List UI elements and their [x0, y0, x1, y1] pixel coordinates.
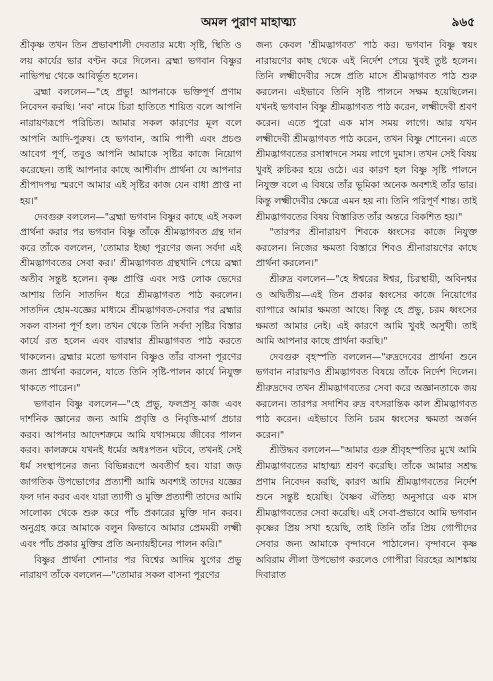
page-number: ৯৬৫	[451, 15, 475, 29]
right-column	[256, 38, 478, 668]
left-column	[20, 38, 242, 668]
paragraph: শ্রীকৃষ্ণ তখন তিন প্রভাবশালী দেবতার মধ্যে সৃষ্টি, স্থিতি ও লয় কার্যের ভার বণ্টন করে দিলেন। ব্রহ্মা ভগবান বিষ্ণুর নাভিপদ্ম থেকে আবির্ভূত হলেন।	[20, 40, 242, 83]
text-columns	[20, 38, 477, 668]
paragraph: বিষ্ণুর প্রার্থনা শোনার পর বিশ্বের আদিম যুগের প্রভু নারায়ণ তাঁকে বললেন—"তোমার সকল বাসনা পূরণের	[20, 554, 242, 582]
paragraph: শ্রীউদ্ধব বললেন—"আমার গুরু শ্রীবৃহস্পতির মুখে আমি শ্রীমদ্ভাগবতের মাহাত্ম্য শ্রবণ করেছি। তাঁকে আমার সশ্রদ্ধ প্রণাম নিবেদন করছি, কারণ আমি শ্রীমদ্ভাগবতের নির্দেশ শুনে সন্তুষ্ট হয়েছি। বৈষ্ণব ঐতিহ্য অনুসারে এক মাস শ্রীমদ্ভাগবতের সেবা করেছি। এই সেবা-প্রভাবে আমি ভগবান কৃষ্ণের প্রিয় সখা হয়েছি, তাই তিনি তাঁর প্রিয় গোপীদের সেবার জন্য আমাকে বৃন্দাবনে পাঠালেন। বৃন্দাবনে কৃষ্ণ অবিরাম লীলা উপভোগ করলেও গোপীরা বিরহের আশঙ্কায় দিবারাত	[255, 445, 477, 582]
page-header	[20, 12, 477, 38]
running-title: অমল পুরাণ মাহাত্ম্য	[201, 15, 296, 29]
paragraph: ভগবান বিষ্ণু বললেন—"হে প্রভু, ফলপ্রসূ কাজ এবং দার্শনিক জ্ঞানের জন্য আমি প্রবৃত্তি ও নিবৃত্তি-মার্গ প্রচার করব। আপনার আদেশক্রমে আমি যথাসময়ে জীবের পালন করব। কালক্রমে যখনই ধর্মের অধঃপতন ঘটবে, তখনই সেই ধর্ম সংস্থাপনের জন্য বিভিন্নরূপে অবতীর্ণ হব। যারা জড় জাগতিক উপভোগের প্রত্যাশী আমি অবশ্যই তাদের যজ্ঞের ফল দান করব এবং যারা ত্যাগী ও মুক্তি প্রত্যাশী তাদের আমি সালোক্য থেকে শুরু করে পাঁচ প্রকারের মুক্তি দান করব। অনুগ্রহ করে আমাকে বলুন কিভাবে আমার প্রেমময়ী লক্ষ্মী এবং পাঁচ প্রকার মুক্তির প্রতি অন্যায়হীনের পালন করি।"	[20, 398, 242, 550]
paragraph: জন্য কেবল 'শ্রীমদ্ভাগবত' পাঠ কর। ভগবান বিষ্ণু স্বয়ং নারায়ণের কাছ থেকে এই নির্দেশ পেয়ে খুবই তুষ্ট হলেন। তিনি লক্ষ্মীদেবীর সঙ্গে প্রতি মাসে শ্রীমদ্ভাগবত পাঠ শুরু করলেন। এইভাবে তিনি সৃষ্টি পালনে সক্ষম হয়েছিলেন। যখনই ভগবান বিষ্ণু শ্রীমদ্ভাগবত পাঠ করেন, লক্ষ্মীদেবী শ্রবণ করেন। এতে পুরো এক মাস সময় লাগে। আর যখন লক্ষ্মীদেবী শ্রীমদ্ভাগবত পাঠ করেন, তখন বিষ্ণু শোনেন। এতে শ্রীমদ্ভাগবতের রসাস্বাদনে সময় লাগে দুমাস। তখন সেই বিষয় খুবই রুচিকর হয়ে ওঠে। এর কারণ হল বিষ্ণু সৃষ্টি পালনে নিযুক্ত বলে এ বিষয়ে তাঁর ভূমিকা অনেক অবশ্যই তাঁর ভার। কিন্তু লক্ষ্মীদেবীর ক্ষেত্রে এমন হয় না। তিনি পরিপূর্ণ শান্ত। তাই শ্রীমদ্ভাগবতের বিষয় বিস্তারিত তাঁর অন্তরে বিকশিত হয়।"	[255, 40, 477, 223]
paragraph: দেবগুরু বৃহস্পতি বললেন—"রুদ্রদেবের প্রার্থনা শুনে ভগবান নারায়ণও শ্রীমদ্ভাগবত বিষয়ে তাঁকে নির্দেশ দিলেন। শ্রীরুদ্রদেব তখন শ্রীমদ্ভাগবতের সেবা করে অজ্ঞানতাকে জয় করলেন। তারপর সদাশিব রুদ্র বৎসরান্তিক কাল শ্রীমদ্ভাগবত পাঠ করেন। এইভাবে তিনি চরম ধ্বংসের ক্ষমতা অর্জন করেন।"	[255, 351, 477, 441]
paragraph: "তারপর শ্রীনারায়ণ শিবকে ধ্বংসের কাজে নিযুক্ত করলেন। নিজের ক্ষমতা বিস্তারে শিবও শ্রীনারায়ণের কাছে প্রার্থনা করলেন।"	[255, 227, 477, 270]
paragraph: দেবগুরু বললেন—"ব্রহ্মা ভগবান বিষ্ণুর কাছে এই সকল প্রার্থনা করার পর ভগবান বিষ্ণু তাঁকে শ্রীমদ্ভাগবত গ্রন্থ দান করে তাঁকে বললেন, 'তোমার ইচ্ছা পূরণের জন্য সর্বদা এই শ্রীমদ্ভাগবতের সেবা কর।' শ্রীমদ্ভাগবত গ্রন্থখানি পেয়ে ব্রহ্মা অতীব সন্তুষ্ট হলেন। কৃষ্ণ প্রাপ্তি এবং সপ্ত লোক ভেদের আশায় তিনি সাতদিন ধরে শ্রীমদ্ভাগবত পাঠ করলেন। সাতদিন হোম-যজ্ঞের মাধ্যমে শ্রীমদ্ভাগবত-সেবার পর ব্রহ্মার সকল বাসনা পূর্ণ হল। তখন থেকে তিনি সর্বদা সৃষ্টির বিস্তার কার্যে রত হলেন এবং বারম্বার শ্রীমদ্ভাগবত পাঠ করতে থাকলেন। ব্রহ্মার মতো ভগবান বিষ্ণুও তাঁর বাসনা পূরণের জন্য প্রার্থনা করলেন, যাতে তিনি সৃষ্টি-পালন কার্যে নিযুক্ত থাকতে পারেন।"	[20, 211, 242, 395]
paragraph: ব্রহ্মা বললেন—"হে প্রভু! আপনাকে ভক্তিপূর্ণ প্রণাম নিবেদন করছি। 'নব' নামে চিরা হাতিতে শায়িত বলে আপনি নারায়ণরূপে পরিচিত। আমার সকল কারণের মূল বলে আপনি আদি-পুরুষ। হে ভগবান, আমি পাপী এবং প্রচণ্ড আবেগ পূর্ণ, তবুও আপনি আমাকে সৃষ্টির কাজে নিয়োগ করেছেন। তাই আপনার কাছে আশীর্বাদ প্রার্থনা যে আপনার শ্রীপাদপদ্ম স্মরণে আমার এই সৃষ্টির কাজ যেন বাধা প্রাপ্ত না হয়।"	[20, 86, 242, 207]
paragraph: শ্রীরুদ্র বললেন—"হে ঈশ্বরের ঈশ্বর, চিরস্থায়ী, অবিনশ্বর ও অদ্বিতীয়—এই তিন প্রকার ধ্বংসের কাজে নিয়োগের ব্যাপারে আমার ক্ষমতা আছে। কিন্তু হে প্রভু, চরম ধ্বংসের ক্ষমতা আমার নেই। এই কারণে আমি খুবই অসুখী। তাই আমি আপনার কাছে প্রার্থনা করছি।"	[255, 273, 477, 348]
